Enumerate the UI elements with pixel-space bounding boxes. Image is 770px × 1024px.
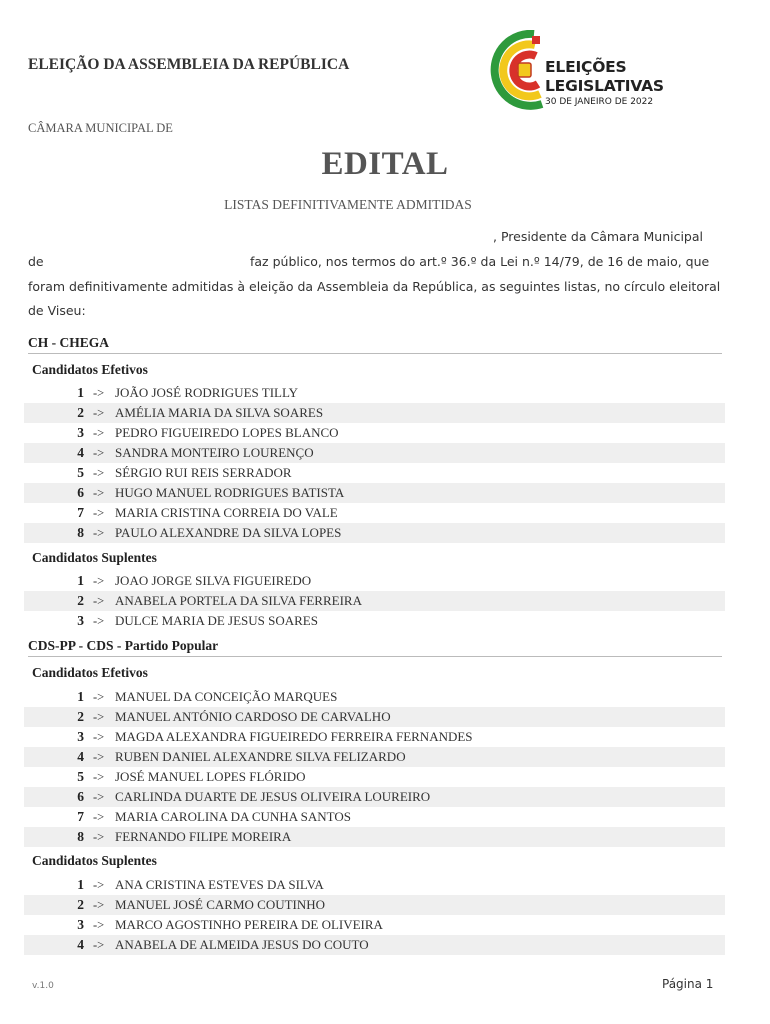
logo-date: 30 DE JANEIRO DE 2022 xyxy=(545,97,654,107)
document-title: ELEIÇÃO DA ASSEMBLEIA DA REPÚBLICA xyxy=(28,56,350,73)
candidate-number: 3 xyxy=(77,613,84,628)
candidate-name: JOSÉ MANUEL LOPES FLÓRIDO xyxy=(115,769,306,784)
logo-line-2: LEGISLATIVAS xyxy=(545,77,664,95)
candidate-number: 8 xyxy=(77,829,84,844)
paragraph-line-2-de: de xyxy=(28,254,44,269)
arrow-marker: -> xyxy=(93,730,105,744)
candidate-number: 5 xyxy=(77,465,84,480)
arrow-marker: -> xyxy=(93,574,105,588)
arrow-marker: -> xyxy=(93,898,105,912)
candidate-row xyxy=(24,915,725,935)
candidate-name: ANABELA PORTELA DA SILVA FERREIRA xyxy=(115,593,362,608)
candidate-row xyxy=(24,591,725,611)
arrow-marker: -> xyxy=(93,506,105,520)
candidate-row xyxy=(24,707,725,727)
candidate-name: MANUEL ANTÓNIO CARDOSO DE CARVALHO xyxy=(115,709,391,724)
candidate-row xyxy=(24,483,725,503)
candidate-name: MARIA CAROLINA DA CUNHA SANTOS xyxy=(115,809,351,824)
candidate-row xyxy=(24,875,725,895)
candidate-name: JOAO JORGE SILVA FIGUEIREDO xyxy=(115,573,312,588)
paragraph-line-2: faz público, nos termos do art.º 36.º da Lei n.º 14/79, de 16 de maio, que xyxy=(250,254,710,269)
candidate-row xyxy=(24,935,725,955)
candidate-number: 6 xyxy=(77,485,84,500)
candidate-number: 4 xyxy=(77,445,84,460)
group-heading: Candidatos Suplentes xyxy=(32,550,157,565)
candidate-number: 4 xyxy=(77,749,84,764)
candidate-number: 4 xyxy=(77,937,84,952)
candidate-row xyxy=(24,747,725,767)
candidate-number: 3 xyxy=(77,425,84,440)
listas-subtitle: LISTAS DEFINITIVAMENTE ADMITIDAS xyxy=(224,197,472,212)
party-heading: CDS-PP - CDS - Partido Popular xyxy=(28,638,722,657)
page-number: Página 1 xyxy=(662,977,714,991)
arrow-marker: -> xyxy=(93,918,105,932)
arrow-marker: -> xyxy=(93,526,105,540)
candidate-name: ANA CRISTINA ESTEVES DA SILVA xyxy=(115,877,324,892)
arrow-marker: -> xyxy=(93,446,105,460)
arrow-marker: -> xyxy=(93,938,105,952)
candidate-number: 1 xyxy=(77,385,84,400)
candidate-number: 2 xyxy=(77,593,84,608)
candidate-row xyxy=(24,895,725,915)
party-heading: CH - CHEGA xyxy=(28,335,722,354)
candidate-name: FERNANDO FILIPE MOREIRA xyxy=(115,829,292,844)
candidate-name: JOÃO JOSÉ RODRIGUES TILLY xyxy=(115,385,298,400)
arrow-marker: -> xyxy=(93,426,105,440)
arrow-marker: -> xyxy=(93,790,105,804)
candidate-number: 7 xyxy=(77,505,84,520)
candidate-name: MANUEL JOSÉ CARMO COUTINHO xyxy=(115,897,326,912)
arrow-marker: -> xyxy=(93,810,105,824)
candidate-number: 6 xyxy=(77,789,84,804)
candidate-name: MARCO AGOSTINHO PEREIRA DE OLIVEIRA xyxy=(115,917,383,932)
candidate-row xyxy=(24,523,725,543)
candidate-number: 1 xyxy=(77,877,84,892)
candidate-name: MANUEL DA CONCEIÇÃO MARQUES xyxy=(115,689,338,704)
candidate-number: 1 xyxy=(77,689,84,704)
candidate-name: RUBEN DANIEL ALEXANDRE SILVA FELIZARDO xyxy=(115,749,406,764)
arrow-marker: -> xyxy=(93,406,105,420)
arrow-marker: -> xyxy=(93,750,105,764)
candidate-number: 5 xyxy=(77,769,84,784)
arrow-marker: -> xyxy=(93,614,105,628)
candidate-row xyxy=(24,827,725,847)
arrow-marker: -> xyxy=(93,594,105,608)
candidate-name: HUGO MANUEL RODRIGUES BATISTA xyxy=(115,485,345,500)
candidate-name: SÉRGIO RUI REIS SERRADOR xyxy=(115,465,292,480)
candidate-row xyxy=(24,807,725,827)
candidate-row xyxy=(24,403,725,423)
candidate-name: PAULO ALEXANDRE DA SILVA LOPES xyxy=(115,525,342,540)
arrow-marker: -> xyxy=(93,770,105,784)
arrow-marker: -> xyxy=(93,386,105,400)
group-heading: Candidatos Efetivos xyxy=(32,665,148,680)
candidate-name: CARLINDA DUARTE DE JESUS OLIVEIRA LOUREIRO xyxy=(115,789,431,804)
logo-emblem-icon xyxy=(488,30,546,110)
arrow-marker: -> xyxy=(93,710,105,724)
group-heading: Candidatos Suplentes xyxy=(32,853,157,868)
candidate-name: ANABELA DE ALMEIDA JESUS DO COUTO xyxy=(115,937,369,952)
arrow-marker: -> xyxy=(93,690,105,704)
arrow-marker: -> xyxy=(93,486,105,500)
candidate-row xyxy=(24,611,725,631)
paragraph-line-3: foram definitivamente admitidas à eleição da Assembleia da República, as seguintes listas, no círculo eleitoral xyxy=(28,279,721,294)
candidate-row xyxy=(24,383,725,403)
candidate-name: SANDRA MONTEIRO LOURENÇO xyxy=(115,445,314,460)
candidate-name: PEDRO FIGUEIREDO LOPES BLANCO xyxy=(115,425,339,440)
candidate-row xyxy=(24,767,725,787)
candidate-number: 2 xyxy=(77,405,84,420)
candidate-number: 8 xyxy=(77,525,84,540)
arrow-marker: -> xyxy=(93,830,105,844)
candidate-number: 7 xyxy=(77,809,84,824)
paragraph-line-1: , Presidente da Câmara Municipal xyxy=(493,229,703,244)
candidate-row xyxy=(24,443,725,463)
candidate-number: 1 xyxy=(77,573,84,588)
arrow-marker: -> xyxy=(93,878,105,892)
camara-municipal-label: CÂMARA MUNICIPAL DE xyxy=(28,121,173,135)
candidate-number: 3 xyxy=(77,917,84,932)
edital-heading: EDITAL xyxy=(321,146,449,182)
candidate-row xyxy=(24,423,725,443)
paragraph-line-4: de Viseu: xyxy=(28,303,86,318)
eleicoes-legislativas-logo xyxy=(488,28,668,114)
version-label: v.1.0 xyxy=(32,981,54,991)
arrow-marker: -> xyxy=(93,466,105,480)
candidate-name: DULCE MARIA DE JESUS SOARES xyxy=(115,613,318,628)
candidate-row xyxy=(24,463,725,483)
candidate-row xyxy=(24,727,725,747)
candidate-name: MARIA CRISTINA CORREIA DO VALE xyxy=(115,505,338,520)
candidate-row xyxy=(24,787,725,807)
candidate-name: AMÉLIA MARIA DA SILVA SOARES xyxy=(115,405,324,420)
candidate-number: 2 xyxy=(77,897,84,912)
group-heading: Candidatos Efetivos xyxy=(32,362,148,377)
candidate-number: 2 xyxy=(77,709,84,724)
logo-line-1: ELEIÇÕES xyxy=(545,58,627,76)
candidate-name: MAGDA ALEXANDRA FIGUEIREDO FERREIRA FERNANDES xyxy=(115,729,473,744)
candidate-row xyxy=(24,687,725,707)
candidate-number: 3 xyxy=(77,729,84,744)
candidate-row xyxy=(24,503,725,523)
candidate-row xyxy=(24,571,725,591)
